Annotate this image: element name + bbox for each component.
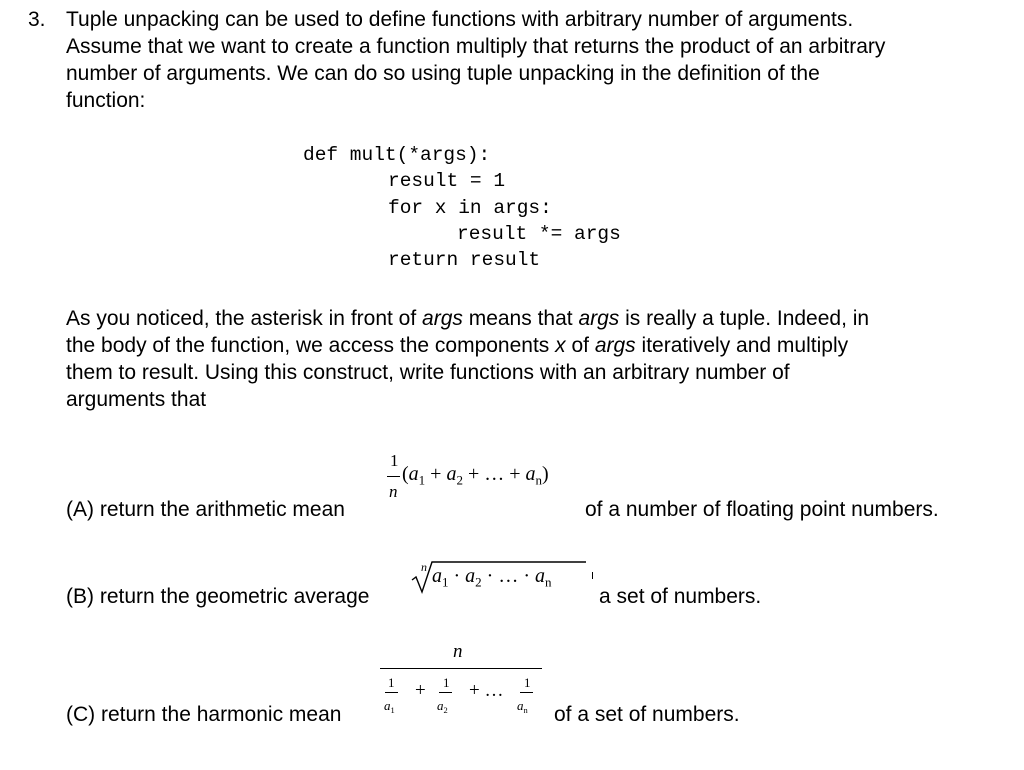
- term-2-numerator: 1: [443, 675, 450, 690]
- code-line: result *= args: [457, 223, 621, 245]
- explanation-paragraph: [66, 305, 869, 413]
- intro-line: number of arguments. We can do so using tuple unpacking in the definition of the: [66, 62, 820, 85]
- fraction-numerator: 1: [390, 451, 399, 470]
- intro-line: function:: [66, 89, 146, 112]
- intro-line: Assume that we want to create a function multiply that returns the product of an arbitrary: [66, 35, 886, 58]
- explanation-line: the body of the function, we access the components x of args iteratively and multiply: [66, 334, 849, 357]
- term-1-bar: [385, 692, 398, 693]
- part-b-suffix: a set of numbers.: [599, 585, 762, 608]
- explanation-line: them to result. Using this construct, write functions with an arbitrary number of: [66, 361, 790, 384]
- main-fraction-bar: [380, 668, 542, 669]
- code-line: return result: [388, 249, 541, 271]
- fraction-bar: [387, 476, 400, 477]
- root-index: n: [421, 560, 427, 574]
- harmonic-numerator: n: [453, 641, 463, 662]
- explanation-line: arguments that: [66, 388, 207, 411]
- problem-number: 3.: [28, 8, 46, 31]
- term-1-denominator: $a_1$: [384, 698, 395, 715]
- part-a-label: (A) return the arithmetic mean: [66, 498, 345, 521]
- part-a-suffix: of a number of floating point numbers.: [585, 498, 939, 521]
- fraction-denominator: n: [389, 482, 398, 501]
- intro-paragraph: [66, 6, 885, 114]
- term-2-bar: [439, 692, 452, 693]
- explanation-line: As you noticed, the asterisk in front of args means that args is really a tuple. Indeed, in: [66, 307, 870, 330]
- part-b-label: (B) return the geometric average: [66, 585, 370, 608]
- term-1-numerator: 1: [388, 675, 395, 690]
- term-n-numerator: 1: [524, 675, 531, 690]
- code-line: def mult(*args):: [303, 144, 491, 166]
- code-line: result = 1: [388, 170, 506, 192]
- term-2-denominator: $a_2$: [437, 698, 448, 715]
- part-c-suffix: of a set of numbers.: [554, 703, 740, 726]
- formula-sum: ($a_1 + a_2$ + … + $a_n$): [402, 463, 549, 488]
- radicand: $a_1 \cdot a_2$ · … · $a_n$: [432, 565, 552, 590]
- term-n-denominator: $a_n$: [517, 698, 528, 715]
- plus-sign: +: [415, 680, 426, 701]
- plus-ellipsis: + …: [469, 680, 504, 701]
- cropped-mark: [592, 572, 593, 579]
- term-n-bar: [520, 692, 533, 693]
- code-line: for x in args:: [388, 197, 552, 219]
- part-c-label: (C) return the harmonic mean: [66, 703, 342, 726]
- intro-line: Tuple unpacking can be used to define functions with arbitrary number of arguments.: [66, 8, 854, 31]
